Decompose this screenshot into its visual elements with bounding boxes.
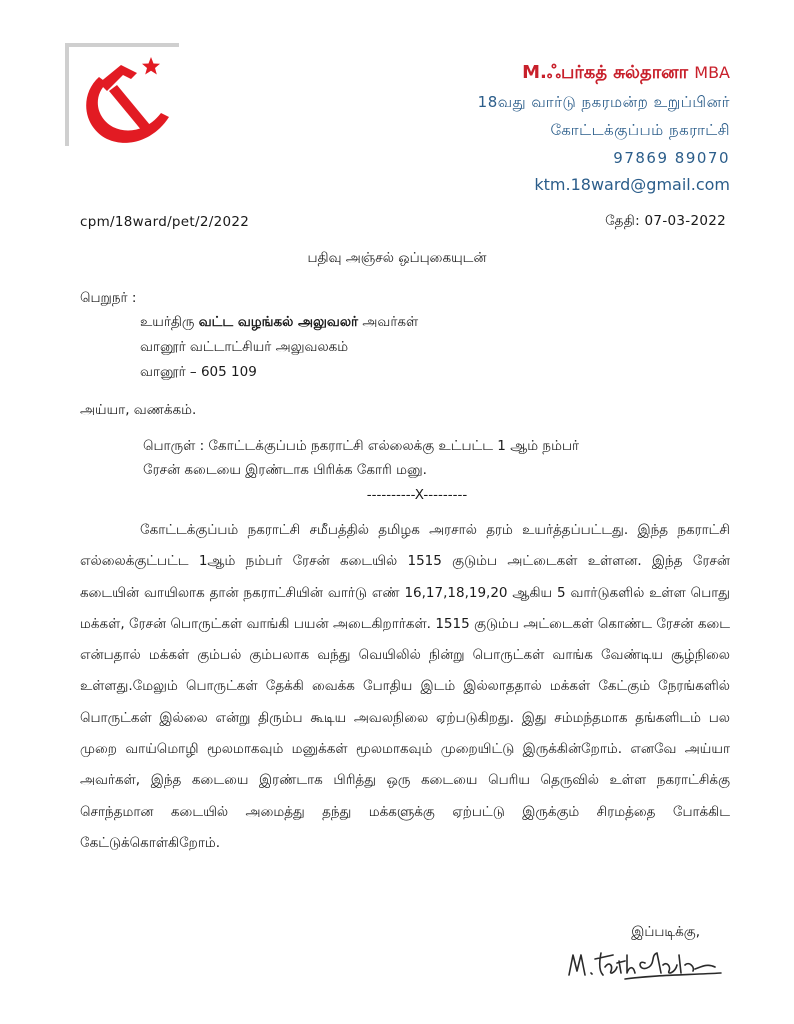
hammer-and-sickle-icon [77,55,177,147]
letterhead-town: கோட்டக்குப்பம் நகராட்சி [550,121,730,139]
letterhead-degree: MBA [694,63,730,82]
letterhead-name: M.ஃபர்கத் சுல்தானா MBA [522,62,730,83]
letter-body: கோட்டக்குப்பம் நகராட்சி சமீபத்தில் தமிழக அரசால் தரம் உயர்த்தப்பட்டது. இந்த நகராட்சி எல்லைக்குட்பட்ட 1ஆம் நம்பர் ரேசன் கடையில் 1515 குடும்ப அட்டைகள் உள்ளன. இந்த ரேசன் கடையின் வாயிலாக தான் நகராட்சியின் வார்டு எண் 16,17,18,19,20 ஆகிய 5 வார்டுகளில் உள்ள பொது மக்கள், ரேசன் பொருட்கள் வாங்கி பயன் அடைகிறார்கள். 1515 குடும்ப அட்டைகள் கொண்ட ரேசன் கடை என்பதால் மக்கள் கும்பல் கும்பலாக வந்து வெயிலில் நின்று பொருட்கள் வாங்க வேண்டிய சூழ்நிலை உள்ளது.மேலும் பொருட்கள் தேக்கி வைக்க போதிய இடம் இல்லாததால் மக்கள் கேட்கும் நேரங்களில் பொருட்கள் இல்லை என்று திரும்ப கூடிய அவலநிலை ஏற்படுகிறது. இது சம்மந்தமாக தங்களிடம் பல முறை வாய்மொழி மூலமாகவும் மனுக்கள் மூலமாகவும் முறையிட்டு இருக்கின்றோம். எனவே அய்யா அவர்கள், இந்த கடையை இரண்டாக பிரித்து ஒரு கடையை பெரிய தெருவில் உள்ள நகராட்சிக்கு சொந்தமான கடையில் அமைத்து தந்து மக்களுக்கு ஏற்பட்டு இருக்கும் சிரமத்தை போக்கிட கேட்டுக்கொள்கிறோம். [80,522,730,851]
registered-post-note: பதிவு அஞ்சல் ஒப்புகையுடன் [307,250,487,266]
subject-line-1: பொருள் : கோட்டக்குப்பம் நகராட்சி எல்லைக்கு உட்பட்ட 1 ஆம் நம்பர் [143,438,580,454]
letterhead-role: 18வது வார்டு நகரமன்ற உறுப்பினர் [477,93,730,111]
logo-frame [65,43,179,146]
recipient-office-title: வட்ட வழங்கல் அலுவலர் [198,314,359,330]
reference-number: cpm/18ward/pet/2/2022 [80,214,250,230]
handwritten-signature [565,945,725,985]
letterhead-email: ktm.18ward@gmail.com [534,175,730,194]
salutation: அய்யா, வணக்கம். [80,402,197,418]
closing: இப்படிக்கு, [631,924,700,940]
letterhead-phone: 97869 89070 [613,149,730,167]
recipient-pincode: வானூர் – 605 109 [140,364,257,380]
separator: ----------X--------- [366,487,468,503]
subject-line-2: ரேசன் கடையை இரண்டாக பிரிக்க கோரி மனு. [143,462,427,478]
recipient-label: பெறுநர் : [80,290,137,306]
recipient-office: வானூர் வட்டாட்சியர் அலுவலகம் [140,339,349,355]
recipient-title-line: உயர்திரு வட்ட வழங்கல் அலுவலர் அவர்கள் [140,314,419,330]
letter-date: தேதி: 07-03-2022 [605,213,726,229]
